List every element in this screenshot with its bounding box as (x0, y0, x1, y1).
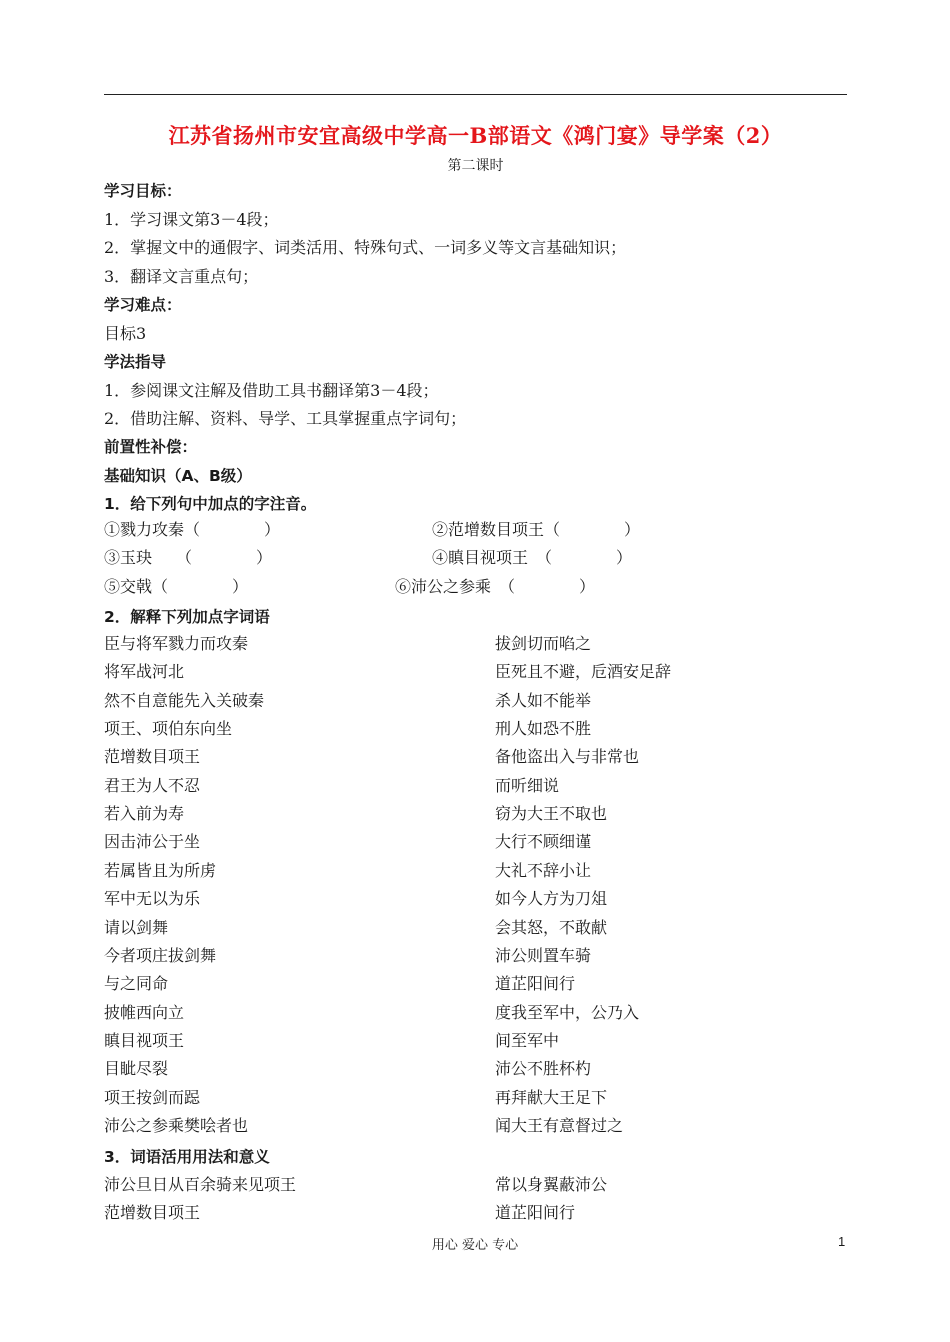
q2-item-right: 杀人如不能举 (495, 691, 592, 710)
q2-item-left: 沛公之参乘樊哙者也 (104, 1116, 249, 1135)
q1-heading: 1．给下列句中加点的字注音。 (104, 495, 317, 513)
q2-item-right: 道芷阳间行 (495, 974, 576, 993)
q1-item: ②范增数目项王（ ） (432, 520, 641, 539)
q2-item-left: 若属皆且为所虏 (104, 861, 217, 880)
q2-item-right: 如今人方为刀俎 (495, 889, 608, 908)
preview-heading: 前置性补偿： (104, 438, 198, 456)
q2-item-right: 再拜献大王足下 (495, 1088, 608, 1107)
header-rule (104, 94, 847, 95)
q3-item: 范增数目项王 (104, 1203, 201, 1222)
q2-item-left: 将军战河北 (104, 662, 185, 681)
preview-subheading: 基础知识（A、B级） (104, 467, 252, 485)
q2-item-left: 因击沛公于坐 (104, 832, 201, 851)
q2-item-right: 拔剑切而啗之 (495, 634, 592, 653)
q2-item-left: 军中无以为乐 (104, 889, 201, 908)
q3-item: 常以身翼蔽沛公 (495, 1175, 608, 1194)
q2-item-left: 项王按剑而跽 (104, 1088, 201, 1107)
q3-heading: 3．词语活用用法和意义 (104, 1148, 270, 1166)
q1-item: ①戮力攻秦（ ） (104, 520, 281, 539)
q2-item-right: 闻大王有意督过之 (495, 1116, 624, 1135)
objective-item: 3．翻译文言重点句； (104, 267, 259, 286)
q2-item-right: 会其怒，不敢献 (495, 918, 608, 937)
q2-item-left: 若入前为寿 (104, 804, 185, 823)
q2-item-left: 瞋目视项王 (104, 1031, 185, 1050)
difficulty-text: 目标3 (104, 324, 147, 343)
q3-item: 沛公旦日从百余骑来见项王 (104, 1175, 297, 1194)
objective-item: 1．学习课文第3－4段； (104, 210, 279, 229)
page-number: 1 (838, 1234, 846, 1249)
q1-item: ③玉玦 （ ） (104, 548, 273, 567)
q2-item-right: 大行不顾细谨 (495, 832, 592, 851)
q2-item-left: 目眦尽裂 (104, 1059, 169, 1078)
q2-heading: 2．解释下列加点字词语 (104, 608, 270, 626)
q2-item-right: 窃为大王不取也 (495, 804, 608, 823)
q2-item-right: 而听细说 (495, 776, 560, 795)
q1-item: ④瞋目视项王 （ ） (432, 548, 633, 567)
q2-item-left: 与之同命 (104, 974, 169, 993)
q2-item-left: 臣与将军戮力而攻秦 (104, 634, 249, 653)
q1-item: ⑥沛公之参乘 （ ） (395, 577, 596, 596)
q3-item: 道芷阳间行 (495, 1203, 576, 1222)
q2-item-left: 项王、项伯东向坐 (104, 719, 233, 738)
document-title: 江苏省扬州市安宜高级中学高一B部语文《鸿门宴》导学案（2） (168, 123, 783, 148)
q1-item: ⑤交戟（ ） (104, 577, 249, 596)
q2-item-right: 间至军中 (495, 1031, 560, 1050)
q2-item-right: 沛公则置车骑 (495, 946, 592, 965)
q2-item-right: 大礼不辞小让 (495, 861, 592, 880)
objectives-heading: 学习目标： (104, 182, 182, 200)
footer-text: 用心 爱心 专心 (431, 1238, 519, 1253)
document-subtitle: 第二课时 (447, 158, 504, 174)
method-item: 2．借助注解、资料、导学、工具掌握重点字词句； (104, 409, 467, 428)
method-item: 1．参阅课文注解及借助工具书翻译第3－4段； (104, 381, 439, 400)
q2-item-left: 披帷西向立 (104, 1003, 185, 1022)
q2-item-left: 请以剑舞 (104, 918, 169, 937)
q2-item-right: 刑人如恐不胜 (495, 719, 592, 738)
objective-item: 2．掌握文中的通假字、词类活用、特殊句式、一词多义等文言基础知识； (104, 238, 627, 257)
q2-item-left: 今者项庄拔剑舞 (104, 946, 217, 965)
q2-item-left: 然不自意能先入关破秦 (104, 691, 265, 710)
difficulty-heading: 学习难点： (104, 296, 182, 314)
q2-item-left: 范增数目项王 (104, 747, 201, 766)
q2-item-right: 沛公不胜杯杓 (495, 1059, 592, 1078)
q2-item-right: 度我至军中，公乃入 (495, 1003, 640, 1022)
method-heading: 学法指导 (104, 353, 167, 371)
q2-item-right: 备他盗出入与非常也 (495, 747, 640, 766)
q2-item-left: 君王为人不忍 (104, 776, 201, 795)
q2-item-right: 臣死且不避，卮酒安足辞 (495, 662, 672, 681)
